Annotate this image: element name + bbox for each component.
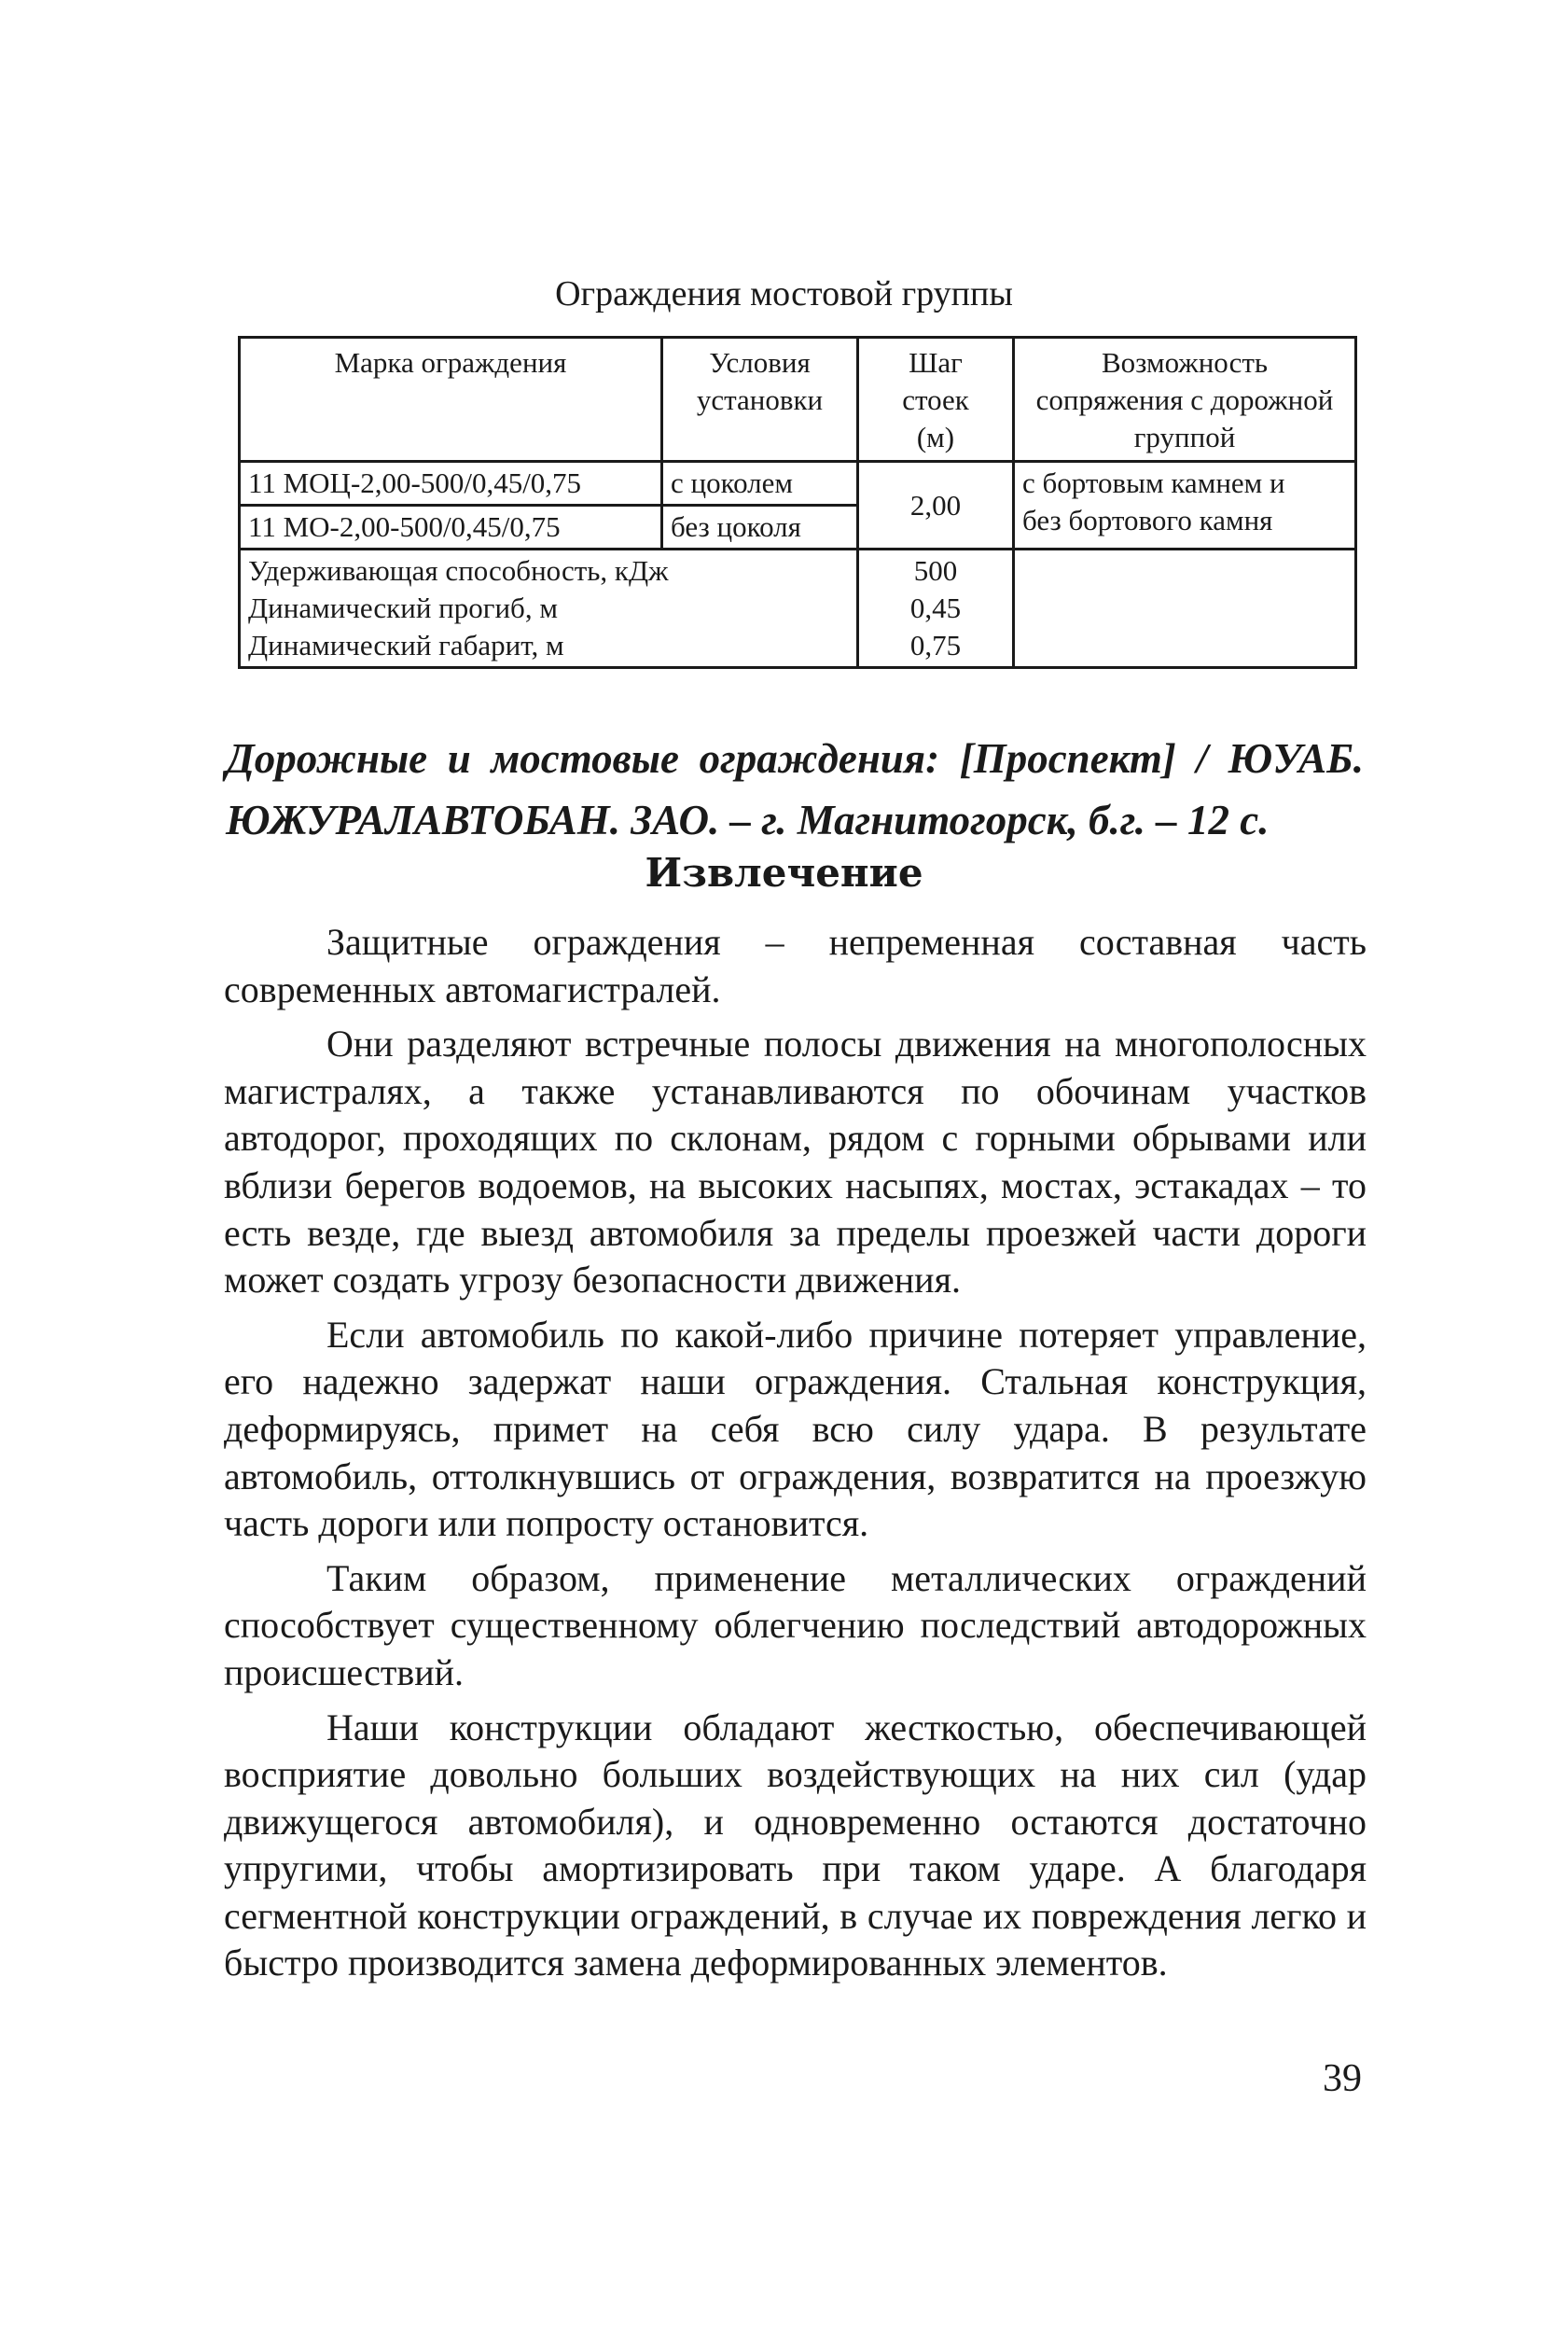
cell-property-labels	[240, 550, 858, 668]
cell-connection	[1014, 462, 1356, 550]
body-text	[224, 919, 1367, 1995]
header-condition-line: установки	[696, 383, 824, 416]
property-value: 0,75	[909, 629, 962, 661]
header-connection-line: группой	[1133, 421, 1236, 453]
table-title: Ограждения мостовой группы	[555, 274, 1013, 313]
cell-condition: с цоколем	[662, 462, 858, 506]
table-row	[240, 462, 1356, 506]
paragraph: Если автомобиль по какой-либо причине потеряет управление, его надежно задержат наши ограждения. Стальная конструкция, деформируясь, примет на себя всю силу удара. В результате автомобиль, оттолкнувшись от ограждения, возвратится на проезжую часть дороги или попросту остановится.	[224, 1313, 1367, 1545]
cell-property-values	[858, 550, 1014, 668]
header-condition-line: Условия	[709, 346, 811, 379]
page-number: 39	[1323, 2057, 1362, 2100]
header-step	[858, 338, 1014, 462]
cell-mark: 11 МО-2,00-500/0,45/0,75	[240, 506, 662, 550]
header-connection	[1014, 338, 1356, 462]
table-header-row	[240, 338, 1356, 462]
citation-line: Дорожные и мостовые ограждения: [Проспект] / ЮУАБ.	[226, 735, 1364, 782]
cell-empty	[1014, 550, 1356, 668]
header-step-line: (м)	[916, 421, 955, 453]
header-connection-line: сопряжения с дорожной	[1035, 383, 1334, 416]
property-value: 500	[913, 554, 958, 587]
header-connection-line: Возможность	[1101, 346, 1269, 379]
property-label: Динамический габарит, м	[248, 629, 564, 661]
section-heading: Извлечение	[645, 850, 923, 896]
bibliographic-citation	[226, 728, 1364, 851]
header-mark-text: Марка ограждения	[334, 346, 567, 379]
property-label: Удерживающая способность, кДж	[248, 554, 669, 587]
paragraph: Они разделяют встречные полосы движения на многополосных магистралях, а также устанавливаются по обочинам участков автодорог, проходящих по склонам, рядом с горными обрывами или вблизи берегов водоемов, на высоких насыпях, мостах, эстакадах – то есть везде, где выезд автомобиля за пределы проезжей части дороги может создать угрозу безопасности движения.	[224, 1023, 1367, 1302]
citation-line: ЮЖУРАЛАВТОБАН. ЗАО. – г. Магнитогорск, б.г. – 12 с.	[226, 797, 1270, 843]
guardrail-table	[238, 336, 1357, 669]
header-condition	[662, 338, 858, 462]
header-step-line: Шаг	[909, 346, 963, 379]
property-label: Динамический прогиб, м	[248, 592, 558, 624]
paragraph: Таким образом, применение металлических ограждений способствует существенному облегчению последствий автодорожных происшествий.	[224, 1556, 1367, 1693]
cell-connection-line: с бортовым камнем и	[1022, 466, 1285, 499]
paragraph: Защитные ограждения – непременная составная часть современных автомагистралей.	[224, 921, 1367, 1010]
header-mark	[240, 338, 662, 462]
cell-step: 2,00	[858, 462, 1014, 550]
cell-mark: 11 МОЦ-2,00-500/0,45/0,75	[240, 462, 662, 506]
cell-connection-line: без бортового камня	[1022, 504, 1273, 536]
paragraph: Наши конструкции обладают жесткостью, обеспечивающей восприятие довольно больших воздействующих на них сил (удар движущегося автомобиля), и одновременно остаются достаточно упругими, чтобы амортизировать при таком ударе. А благодаря сегментной конструкции ограждений, в случае их повреждения легко и быстро производится замена деформированных элементов.	[224, 1705, 1367, 1984]
header-step-line: стоек	[902, 383, 969, 416]
cell-condition: без цоколя	[662, 506, 858, 550]
property-value: 0,45	[909, 592, 962, 624]
table-properties-row	[240, 550, 1356, 668]
